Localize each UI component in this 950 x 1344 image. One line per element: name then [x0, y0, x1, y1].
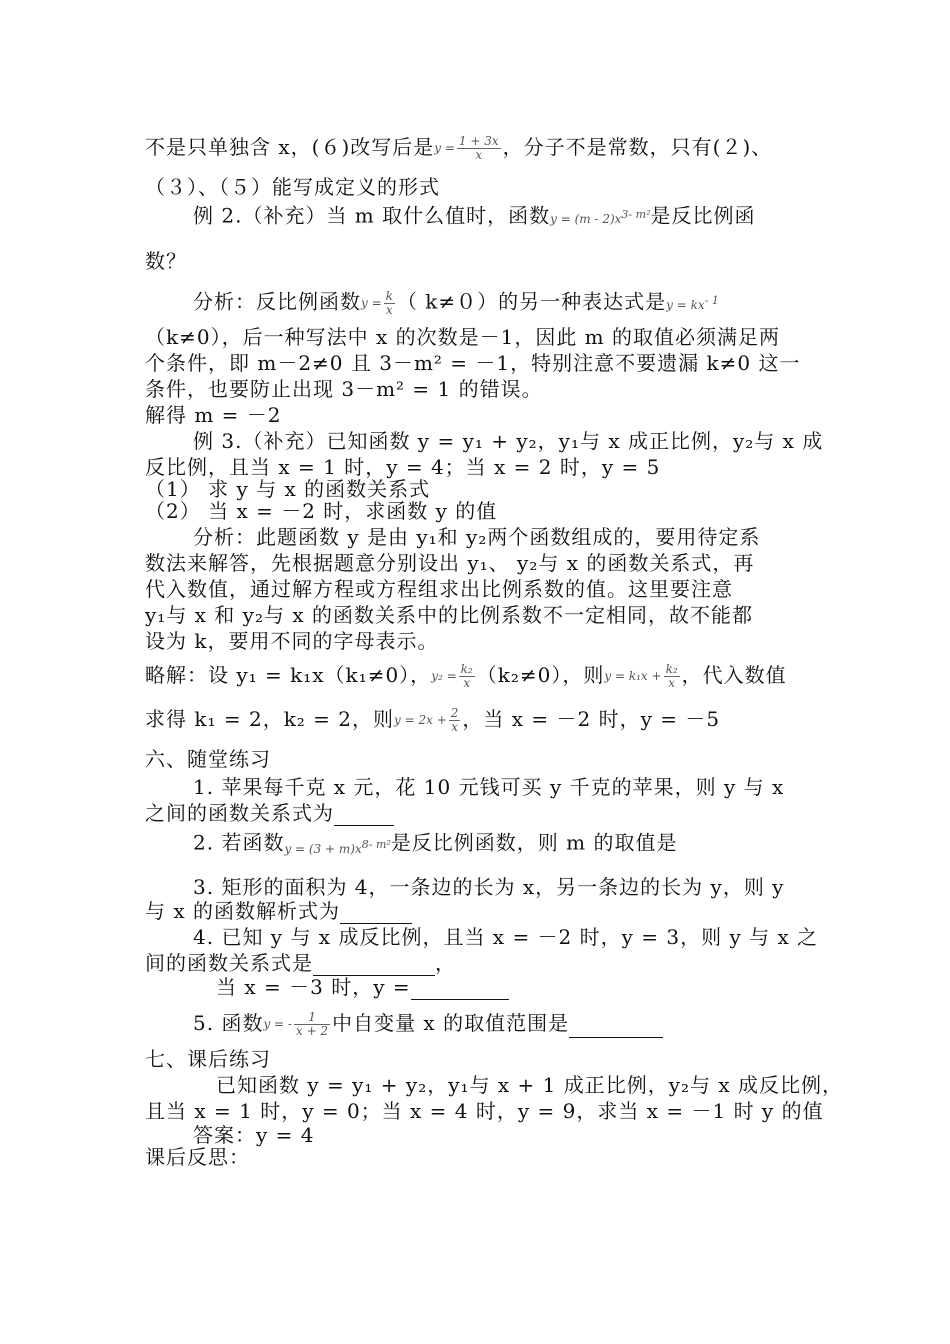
- formula-f4: $y = kx^{- 1}$: [666, 294, 719, 312]
- section-heading-6: 六、随堂练习: [145, 747, 271, 771]
- text-line: 数？: [145, 249, 187, 273]
- answer-blank[interactable]: [340, 903, 412, 924]
- text-line: 且当 x = 1 时，y = 0；当 x = 4 时，y = 9，求当 x = －1 时 y 的值: [145, 1099, 824, 1123]
- text-line: 代入数值，通过解方程或方程组求出比例系数的值。这里要注意: [145, 577, 733, 601]
- answer-blank[interactable]: [334, 805, 394, 826]
- example-3-line: 例 3.（补充）已知函数 y = y₁ + y₂，y₁与 x 成正比例，y₂与 x 成: [193, 429, 824, 453]
- solution-line: [145, 706, 720, 734]
- formula-f7: y = 2x + $\frac{2}{x}$: [394, 706, 459, 734]
- homework-line: 已知函数 y = y₁ + y₂，y₁与 x + 1 成正比例，y₂与 x 成反比例，: [216, 1073, 844, 1097]
- text-span: 与 x 的函数解析式为: [145, 899, 340, 923]
- text-span: 之间的函数关系式为: [145, 801, 334, 825]
- formula-f6: y = k₁x + $\frac{\text{k₂}}{x}$: [604, 662, 678, 690]
- text-line: （k≠0），后一种写法中 x 的次数是－1，因此 m 的取值必须满足两: [145, 325, 780, 349]
- section-heading-7: 七、课后练习: [145, 1047, 271, 1071]
- text-span: ，代入数值: [681, 663, 787, 687]
- answer-line: 答案：y = 4: [193, 1123, 315, 1147]
- answer-blank[interactable]: [569, 1017, 663, 1038]
- exercise-3: 3. 矩形的面积为 4，一条边的长为 x，另一条边的长为 y，则 y: [193, 875, 785, 899]
- exercise-4-cont: [145, 950, 456, 976]
- text-line: y₁与 x 和 y₂与 x 的函数关系中的比例系数不一定相同，故不能都: [145, 603, 753, 627]
- formula-f3: y = $\frac{k}{x}$: [361, 288, 393, 317]
- text-span: 不是只单独含 x，(６)改写后是: [145, 135, 435, 159]
- text-span: 求得 k₁ = 2，k₂ = 2，则: [145, 707, 395, 731]
- text-span: ，分子不是常数，只有(２)、: [502, 135, 773, 159]
- formula-f8: $y = (3 + m)x^{8- m^2}$: [284, 838, 391, 856]
- text-line: 条件，也要防止出现 3－m² = 1 的错误。: [145, 377, 543, 401]
- text-line: 反比例，且当 x = 1 时，y = 4；当 x = 2 时，y = 5: [145, 455, 661, 479]
- text-line: 数法来解答，先根据题意分别设出 y₁、 y₂与 x 的函数关系式，再: [145, 551, 755, 575]
- text-line: 个条件，即 m－2≠0 且 3－m² = －1，特别注意不要遗漏 k≠0 这一: [145, 351, 801, 375]
- text-span: （k₂≠0），则: [476, 663, 605, 687]
- exercise-3-cont: [145, 898, 412, 924]
- text-span: 5. 函数: [193, 1011, 264, 1035]
- text-span: ，当 x = －2 时，y = －5: [462, 707, 721, 731]
- text-span: ，: [435, 951, 456, 975]
- text-span: 间的函数关系式是: [145, 951, 313, 975]
- text-line: （３）、（５）能写成定义的形式: [145, 175, 440, 199]
- exercise-4-sub: [216, 974, 509, 1000]
- formula-f9: y = - $\frac{1}{x + 2}$: [263, 1010, 329, 1038]
- reflection-heading: 课后反思：: [145, 1145, 250, 1169]
- formula-f5: y₂ = $\frac{\text{k₂}}{x}$: [431, 662, 473, 690]
- formula-f2: $y = (m - 2)x^{3- m^2}$: [550, 208, 651, 226]
- example-2-line: [193, 202, 755, 232]
- text-line: 设为 k，要用不同的字母表示。: [145, 629, 439, 653]
- analysis-line: [193, 288, 719, 318]
- text-line: 解得 m = －2: [145, 403, 282, 427]
- exercise-5: [193, 1010, 663, 1038]
- text-span: 当 x = －3 时，y =: [216, 975, 411, 999]
- text-span: 2. 若函数: [193, 830, 285, 855]
- exercise-4: 4. 已知 y 与 x 成反比例，且当 x = －2 时，y = 3，则 y 与 x 之: [193, 925, 819, 949]
- exercise-1-cont: [145, 800, 394, 826]
- exercise-2: [193, 826, 678, 862]
- answer-blank[interactable]: [313, 955, 435, 976]
- formula-f1: y = $\frac{1 + 3x}{x}$: [434, 134, 499, 162]
- text-span: 是反比例函: [650, 203, 756, 228]
- solution-line: [145, 662, 787, 690]
- text-line: （1） 求 y 与 x 的函数关系式: [145, 477, 431, 501]
- text-line: [145, 134, 772, 162]
- text-span: 例 2.（补充）当 m 取什么值时，函数: [193, 203, 551, 228]
- exercise-1: 1. 苹果每千克 x 元，花 10 元钱可买 y 千克的苹果，则 y 与 x: [193, 775, 785, 799]
- text-line: （2） 当 x = －2 时，求函数 y 的值: [145, 499, 498, 523]
- answer-blank[interactable]: [411, 979, 509, 1000]
- text-span: 略解：设 y₁ = k₁x（k₁≠0），: [145, 663, 432, 687]
- text-span: （ k≠０）的另一种表达式是: [396, 289, 667, 314]
- text-span: 是反比例函数，则 m 的取值是: [390, 830, 678, 855]
- text-span: 分析：反比例函数: [193, 289, 361, 314]
- text-line: 分析：此题函数 y 是由 y₁和 y₂两个函数组成的，要用待定系: [193, 525, 761, 549]
- text-span: 中自变量 x 的取值范围是: [332, 1011, 570, 1035]
